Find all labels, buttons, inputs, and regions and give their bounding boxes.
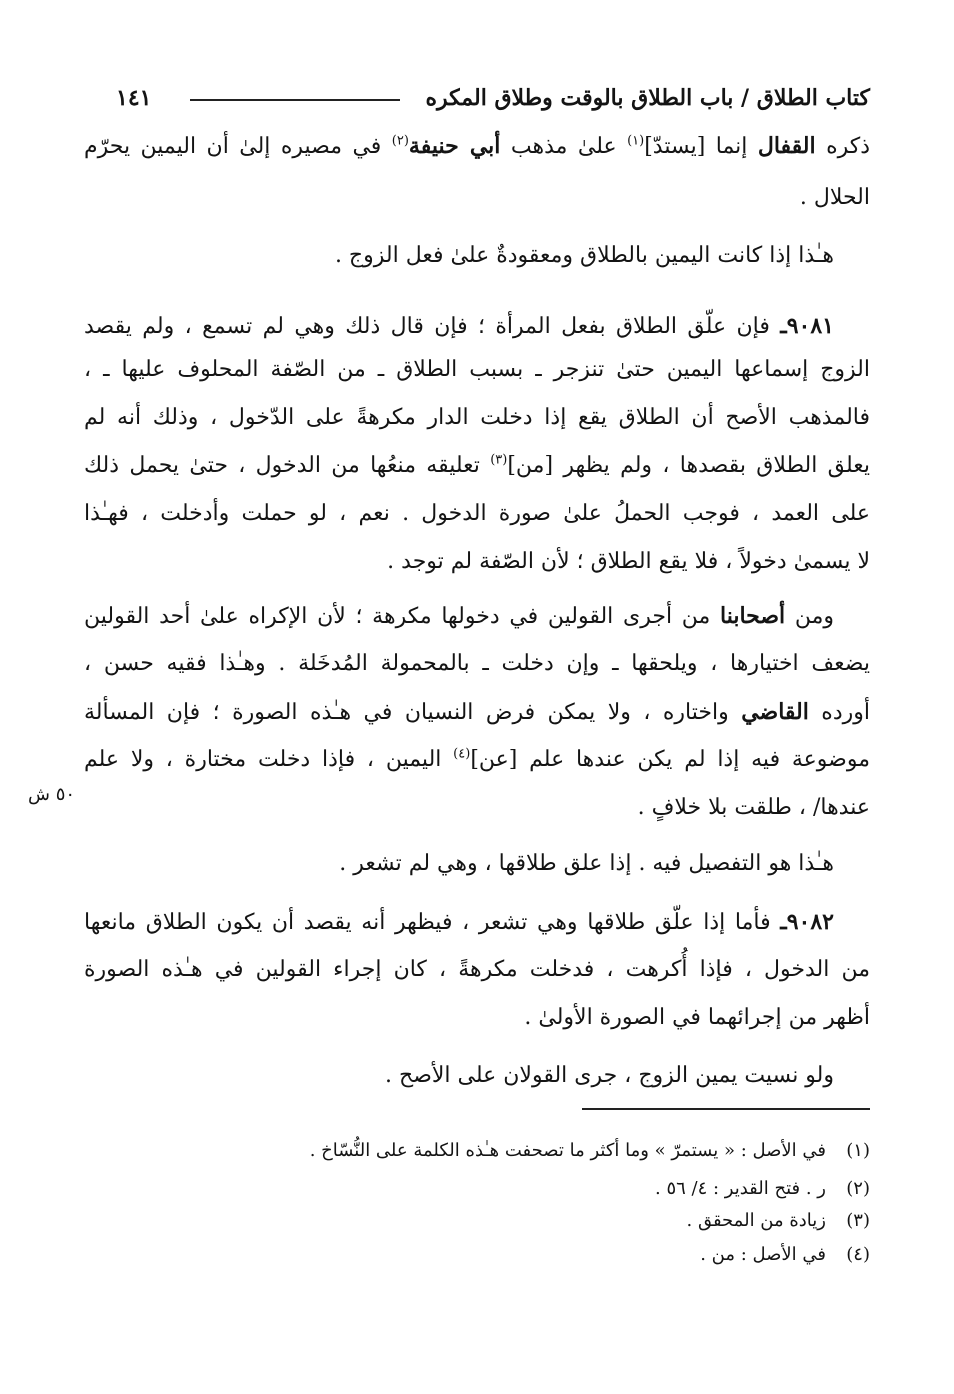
footnote-text: ر . فتح القدير : ٤/ ٥٦ . [655, 1178, 826, 1199]
footnote-text: في الأصل : « يستمرّ » وما أكثر ما تصحفت هـٰذه الكلمة على النُّسّاخ . [309, 1140, 826, 1161]
footnote-number: (٢) [846, 1178, 870, 1199]
paragraph-9081-start: ٩٠٨١ـ فإن علّق الطلاق بفعل المرأة ؛ فإن قال ذلك وهي لم تسمع ، ولم يقصد [84, 313, 834, 339]
footnote-text: زيادة من المحقق . [686, 1210, 826, 1231]
footnote-ref: (٣) [490, 452, 508, 468]
text-line: يضعف اختيارها ، ويلحقها ـ وإن دخلت ـ بالمحمولة المُدخَلة . وهـٰذا فقيه حسن ، [84, 651, 870, 676]
footnote [200, 1174, 870, 1204]
text-line: أظهر من إجرائهما في الصورة الأولىٰ . [524, 1005, 870, 1030]
footnote [200, 1136, 870, 1166]
text-line: ومن أصحابنا من أجرى القولين في دخولها مكرهة ؛ لأن الإكراه علىٰ أحد القولين [84, 603, 835, 629]
text-line: لا يسمىٰ دخولاً ، فلا يقع الطلاق ؛ لأن الصّفة لم توجد . [387, 549, 870, 574]
text-line: الزوج إسماعها اليمين حتىٰ تنزجر ـ بسبب الطلاق ـ من الصّفة المحلوف عليها ـ ، [84, 357, 870, 382]
text-line: يعلق الطلاق بقصدها ، ولم يظهر [من]$^{(٣)}$ تعليقه منعُها من الدخول ، حتىٰ يحمل ذلك [84, 452, 870, 478]
page-number: ١٤١ [116, 85, 152, 111]
footnote-ref: (١) [627, 133, 645, 149]
paragraph-number: ٩٠٨١ـ [780, 313, 834, 339]
footnote-divider [582, 1108, 870, 1110]
text-line: ذكره القفال إنما [يستدّ]$^{(١)}$ علىٰ مذهب أبي حنيفة$^{(٢)}$ في مصيره إلىٰ أن اليمين يحرّم [84, 133, 871, 159]
margin-note: ٥٠ ش [28, 784, 76, 805]
footnote-number: (٣) [846, 1210, 870, 1231]
text-line: ولو نسيت يمين الزوج ، جرى القولان على الأصح . [385, 1063, 834, 1088]
text-line: فالمذهب الأصح أن الطلاق يقع إذا دخلت الدار مكرهةً على الدّخول ، وذلك أنه لم [84, 405, 870, 430]
text-line: أورده القاضي واختاره ، ولا يمكن فرض النسيان في هـٰذه الصورة ؛ فإن المسألة [84, 699, 870, 725]
footnote [200, 1206, 870, 1236]
footnote-text: في الأصل : من . [700, 1244, 826, 1265]
text-line: على العمد ، فوجب الحملُ علىٰ صورة الدخول . نعم ، لو حملت وأدخلت ، فهـٰذا [84, 501, 870, 526]
footnote-number: (١) [846, 1140, 870, 1161]
footnote-ref: (٢) [391, 133, 409, 149]
paragraph-number: ٩٠٨٢ـ [780, 909, 834, 935]
chapter-title: كتاب الطلاق / باب الطلاق بالوقت وطلاق المكره [425, 85, 870, 111]
text-line: هـٰذا إذا كانت اليمين بالطلاق ومعقودةٌ علىٰ فعل الزوج . [334, 243, 834, 268]
text-line: هـٰذا هو التفصيل فيه . إذا علق طلاقها ، وهي لم تشعر . [339, 851, 834, 876]
text-line: موضوعة فيه إذا لم يكن عندها علم [عن]$^{(٤)}$ اليمين ، فإذا دخلت مختارة ، ولا علم [84, 746, 870, 772]
footnote-number: (٤) [846, 1244, 870, 1265]
text-line: عندها/ ، طلقت بلا خلافٍ . [637, 795, 870, 820]
text-line: من الدخول ، فإذا أُكرهت ، فدخلت مكرهةً ، كان إجراء القولين في هـٰذه الصورة [84, 957, 870, 982]
footnote-ref: (٤) [453, 746, 471, 762]
paragraph-9082-start: ٩٠٨٢ـ فأما إذا علّق طلاقها وهي تشعر ، فيظهر أنه يقصد أن يكون الطلاق مانعها [84, 909, 834, 935]
running-header [116, 80, 870, 116]
header-rule [190, 99, 400, 101]
text-line: الحلال . [799, 185, 870, 210]
footnote [200, 1240, 870, 1270]
